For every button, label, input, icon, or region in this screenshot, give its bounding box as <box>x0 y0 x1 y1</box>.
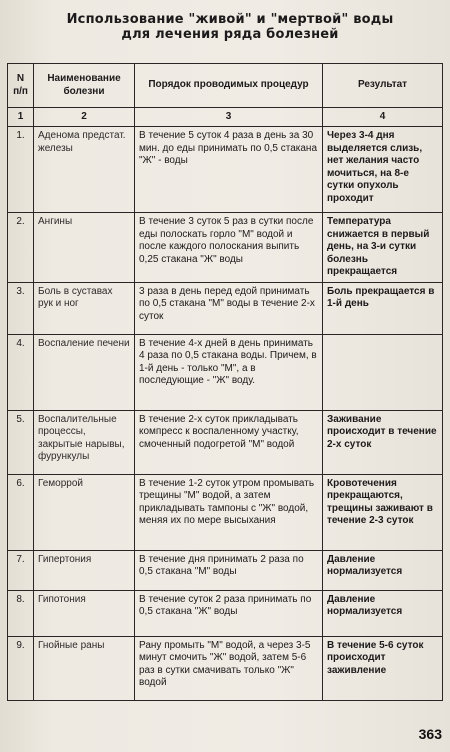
column-number: 3 <box>135 108 323 127</box>
column-number-row <box>8 108 443 127</box>
header-procedure: Порядок проводимых процедур <box>135 64 323 108</box>
procedure-text: В течение 2-х суток прикладывать компресс к воспаленному участку, смоченный подогретой "М" водой <box>135 410 323 474</box>
table-row <box>8 127 443 213</box>
procedure-text: В течение 1-2 суток утром промывать трещины "М" водой, а затем прикладывать тампоны с "Ж" водой, меняя их по мере высыхания <box>135 474 323 550</box>
result-text: Кровотечения прекращаются, трещины заживают в течение 2-3 суток <box>323 474 443 550</box>
disease-name: Гнойные раны <box>34 636 135 700</box>
result-text: Боль прекращается в 1-й день <box>323 282 443 334</box>
disease-name: Ангины <box>34 213 135 283</box>
header-disease-name: Наименование болезни <box>34 64 135 108</box>
row-number: 5. <box>8 410 34 474</box>
procedure-text: В течение 4-х дней в день принимать 4 раза по 0,5 стакана воды. Причем, в 1-й день - только "М", а в последующие - "Ж" воду. <box>135 334 323 410</box>
table-row <box>8 590 443 636</box>
treatment-table <box>7 63 443 701</box>
disease-name: Воспалительные процессы, закрытые нарывы, фурункулы <box>34 410 135 474</box>
procedure-text: В течение дня принимать 2 раза по 0,5 стакана "М" воды <box>135 550 323 590</box>
column-number: 1 <box>8 108 34 127</box>
row-number: 7. <box>8 550 34 590</box>
table-row <box>8 213 443 283</box>
procedure-text: В течение суток 2 раза принимать по 0,5 стакана "Ж" воды <box>135 590 323 636</box>
table-row <box>8 474 443 550</box>
procedure-text: В течение 5 суток 4 раза в день за 30 мин. до еды принимать по 0,5 стакана "Ж" - воды <box>135 127 323 213</box>
row-number: 3. <box>8 282 34 334</box>
table-row <box>8 550 443 590</box>
result-text: Заживание происходит в течение 2-х суток <box>323 410 443 474</box>
procedure-text: 3 раза в день перед едой принимать по 0,5 стакана "М" воды в течение 2-х суток <box>135 282 323 334</box>
title-line-1: Использование "живой" и "мертвой" воды <box>66 12 394 27</box>
result-text: В течение 5-6 суток происходит заживление <box>323 636 443 700</box>
header-result: Результат <box>323 64 443 108</box>
disease-name: Гипотония <box>34 590 135 636</box>
disease-name: Воспаление печени <box>34 334 135 410</box>
row-number: 4. <box>8 334 34 410</box>
result-text: Давление нормализуется <box>323 550 443 590</box>
disease-name: Гипертония <box>34 550 135 590</box>
row-number: 6. <box>8 474 34 550</box>
table-row <box>8 282 443 334</box>
result-text: Давление нормализуется <box>323 590 443 636</box>
result-text: Через 3-4 дня выделяется слизь, нет желания часто мочиться, на 8-е сутки опухоль проходит <box>323 127 443 213</box>
column-number: 4 <box>323 108 443 127</box>
table-header-row <box>8 64 443 108</box>
table-row <box>8 636 443 700</box>
disease-name: Геморрой <box>34 474 135 550</box>
procedure-text: Рану промыть "М" водой, а через 3-5 минут смочить "Ж" водой, затем 5-6 раз в сутки смачивать только "Ж" водой <box>135 636 323 700</box>
row-number: 2. <box>8 213 34 283</box>
page-number: 363 <box>418 726 442 742</box>
table-row <box>8 334 443 410</box>
procedure-text: В течение 3 суток 5 раз в сутки после еды полоскать горло "М" водой и после каждого полоскания выпить 0,25 стакана "Ж" воды <box>135 213 323 283</box>
title-line-2: для лечения ряда болезней <box>121 27 339 42</box>
result-text <box>323 334 443 410</box>
page-title <box>40 12 420 42</box>
row-number: 8. <box>8 590 34 636</box>
column-number: 2 <box>34 108 135 127</box>
row-number: 1. <box>8 127 34 213</box>
table-row <box>8 410 443 474</box>
disease-name: Аденома предстат. железы <box>34 127 135 213</box>
header-number: N п/п <box>8 64 34 108</box>
row-number: 9. <box>8 636 34 700</box>
result-text: Температура снижается в первый день, на 3-и сутки болезнь прекращается <box>323 213 443 283</box>
disease-name: Боль в суставах рук и ног <box>34 282 135 334</box>
